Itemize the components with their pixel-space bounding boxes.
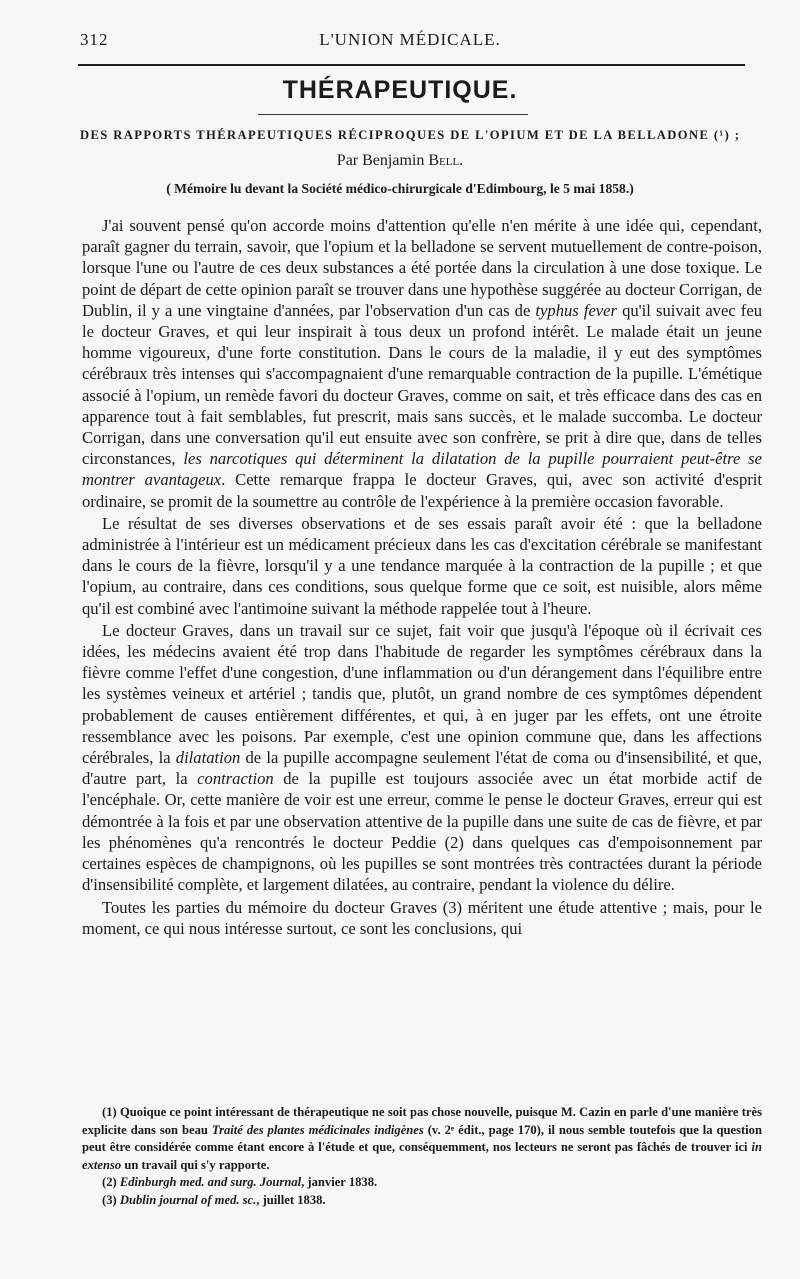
footnotes	[82, 1104, 762, 1210]
text-run: Toutes les parties du mémoire du docteur Graves (3) méritent une étude attentive ; mais, pour le moment, ce qui nous intéresse surtout, ce sont les conclusions, qui	[82, 897, 762, 938]
title-rule	[258, 114, 528, 115]
text-run: (1) Quoique ce point intéressant de thérapeutique ne soit pas chose nouvelle, puisque M. Cazin en parle d'une manière très explicite dans son beau	[82, 1105, 762, 1137]
text-run: qu'il suivait avec feu le docteur Graves, et qui leur inspirait à tous deux un profond intérêt. Le malade était un jeune homme vigoureux, d'une forte constitution. Dans le cours de la maladie, il y eut des symptômes cérébraux très intenses qui s'accompagnaient d'une remarquable contraction de la pupille. L'émétique associé à l'opium, un remède favori du docteur Graves, comme on sait, et très efficace dans des cas en apparence tout à fait semblables, fut prescrit, mais sans succès, et le malade succomba. Le docteur Corrigan, dans une conversation qu'il eut ensuite avec son confrère, se prit à dire que, dans de telles circonstances,	[82, 300, 762, 469]
italic-run: typhus fever	[535, 300, 617, 320]
text-run: Le résultat de ses diverses observations et de ses essais paraît avoir été : que la belladone administrée à l'intérieur est un médicament précieux dans les cas d'excitation cérébrale se manifestant dans le cours de la fièvre, lorsqu'il y a une tendance marquée à la contraction de la pupille ; et que l'opium, au contraire, dans ces conditions, sous quelque forme que ce soit, est nuisible, alors même qu'il est combiné avec l'antimoine suivant la méthode rappelée tout à l'heure.	[82, 513, 762, 618]
italic-run: dilatation	[175, 748, 241, 768]
page-number: 312	[80, 30, 109, 49]
italic-run: contraction	[197, 769, 274, 789]
italic-run: les narcotiques qui déterminent la dilatation de la pupille pourraient peut-être se montrer avantageux	[82, 449, 762, 490]
footnote-3	[82, 1192, 762, 1210]
italic-run: Edinburgh med. and surg. Journal	[119, 1175, 302, 1190]
presentation-note: ( Mémoire lu devant la Société médico-chirurgicale d'Edimbourg, le 5 mai 1858.)	[166, 181, 634, 196]
italic-run: Dublin journal of med. sc.	[119, 1192, 257, 1207]
paragraph	[82, 513, 762, 619]
italic-run: Traité des plantes médicinales indigènes	[211, 1122, 424, 1137]
paragraph	[82, 215, 762, 512]
text-run: de la pupille accompagne seulement l'état de coma ou d'insensibilité, et que, d'autre part, la	[82, 748, 763, 789]
text-run: . Cette remarque frappa le docteur Graves, qui, avec son activité d'esprit ordinaire, se promit de la soumettre au contrôle de l'expérience à la première occasion favorable.	[82, 470, 762, 511]
journal-title: L'UNION MÉDICALE.	[319, 30, 501, 49]
paragraph	[82, 897, 762, 939]
header-rule	[78, 64, 745, 66]
italic-run: in extenso	[82, 1140, 762, 1172]
section-title: THÉRAPEUTIQUE.	[282, 76, 518, 104]
running-head	[80, 30, 740, 54]
text-run: Le docteur Graves, dans un travail sur ce sujet, fait voir que jusqu'à l'époque où il écrivait ces idées, les médecins avaient été trop dans l'habitude de regarder les symptômes cérébraux dans la fièvre comme l'effet d'une congestion, d'une inflammation ou d'un dérangement dans l'équilibre entre les systèmes veineux et artériel ; tandis que, plutôt, un grand nombre de ces symptômes dépendent probablement de causes entièrement différentes, et qui, à en juger par les effets, ont une étroite ressemblance avec les poisons. Par exemple, c'est une opinion commune que, dans les affections cérébrales, la	[82, 620, 762, 768]
text-run: , juillet 1838.	[256, 1192, 326, 1207]
article-title: DES RAPPORTS THÉRAPEUTIQUES RÉCIPROQUES DE L'OPIUM ET DE LA BELLADONE (¹) ;	[80, 128, 741, 142]
text-run: de la pupille est toujours associée avec un état morbide actif de l'encéphale. Or, cette manière de voir est une erreur, comme le pense le docteur Graves, erreur qui est démontrée à la fois et par une observation attentive de la pupille dans une suite de cas de fièvre, et par les phénomènes qu'a rencontrés le docteur Peddie (2) dans quelques cas d'empoisonnement par certaines espèces de champignons, où les pupilles se sont montrées très contractées durant la période d'insensibilité complète, et largement dilatées, au contraire, pendant la violence du délire.	[82, 769, 762, 895]
article-body	[82, 215, 762, 939]
author-name: Bell.	[428, 152, 464, 169]
byline-prefix: Par Benjamin	[336, 152, 429, 169]
text-run: (2)	[102, 1175, 120, 1190]
text-run: , janvier 1838.	[301, 1175, 378, 1190]
byline	[0, 152, 800, 170]
text-run: (v. 2ᵉ édit., page 170), il nous semble toutefois que la question peut être considérée comme étant encore à l'étude et que, conséquemment, nos lecteurs ne seront pas fâchés de trouver ici	[82, 1122, 762, 1155]
text-run: un travail qui s'y rapporte.	[121, 1157, 270, 1172]
paragraph	[82, 620, 762, 896]
text-run: J'ai souvent pensé qu'on accorde moins d'attention qu'elle n'en mérite à une idée qui, cependant, paraît gagner du terrain, savoir, que l'opium et la belladone se servent mutuellement de contre-poison, lorsque l'une ou l'autre de ces deux substances a été portée dans la circulation à une dose toxique. Le point de départ de cette opinion paraît se trouver dans une hypothèse suggérée au docteur Corrigan, de Dublin, il y a une vingtaine d'années, par l'observation d'un cas de	[82, 216, 762, 320]
footnote-1	[82, 1104, 762, 1174]
text-run: (3)	[102, 1192, 120, 1207]
footnote-2	[82, 1174, 762, 1192]
